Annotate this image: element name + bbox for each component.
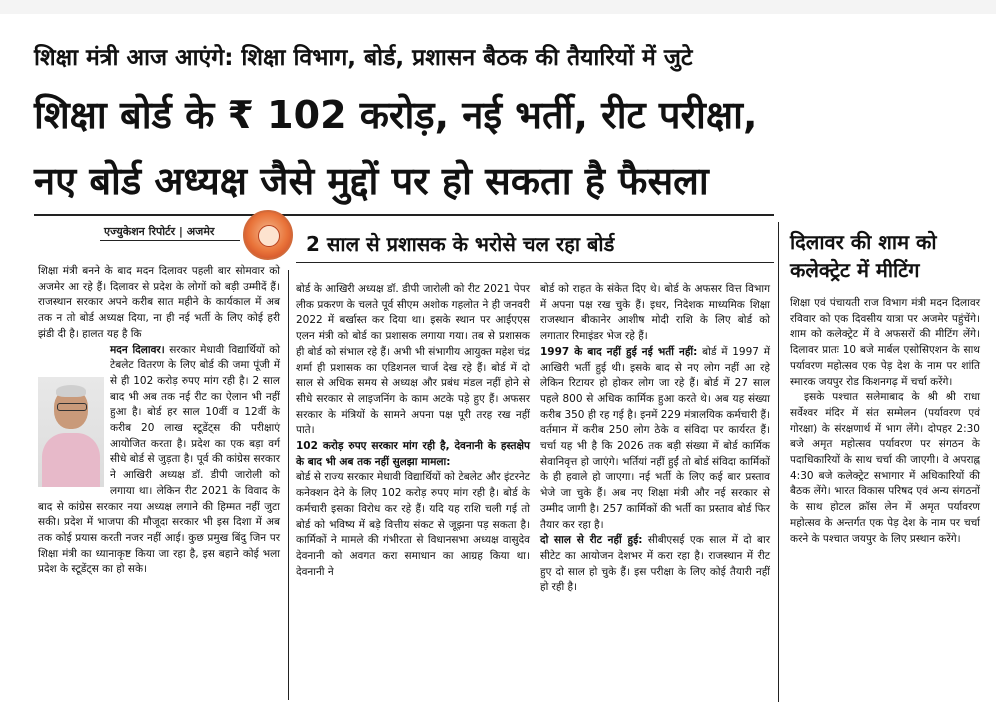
subhead-rule: [296, 262, 774, 263]
col1-body: सरकार मेधावी विद्यार्थियों को टेबलेट वितरण के लिए बोर्ड की जमा पूंजी में से ही 102 करोड़ रुपए मांग रही है। 2 साल बाद भी अब तक नई रीट का ऐलान भी नहीं हुआ है। बोर्ड हर साल 10वीं व 12वीं के करीब 20 लाख स्टूडेंट्स की परीक्षाएं आयोजित करता है। प्रदेश का एक बड़ा वर्ग सीधे बोर्ड से जुड़ता है। पूर्व की कांग्रेस सरकार ने आखिरी अध्यक्ष डॉ. डीपी जारोली को लगाया था। लेकिन रीट 2021 के विवाद के बाद से कांग्रेस सरकार नया अध्यक्ष लगाने की हिम्मत नहीं जुटा सकी। प्रदेश में भाजपा की मौजूदा सरकार भी इस दिशा में अब तक कोई प्रयास करती नजर नहीं आई। कुछ प्रमुख बिंदु जिन पर शिक्षा मंत्री का ध्यानाकृष्ट किया जा रहा है, इस बहाने कोई भला प्रदेश के स्टूडेंट्स का हो सके।: [38, 343, 280, 576]
article-column-1: [38, 264, 280, 578]
col3-section-heading-1: 1997 के बाद नहीं हुई नई भर्ती नहीं:: [540, 345, 698, 358]
top-strip: [0, 0, 996, 14]
main-headline-line-1: शिक्षा बोर्ड के ₹ 102 करोड़, नई भर्ती, रीट परीक्षा,: [34, 93, 758, 137]
article-column-2: [296, 282, 530, 580]
col2-section-heading: 102 करोड़ रुपए सरकार मांग रही है, देवनानी के हस्तक्षेप के बाद भी अब तक नहीं सुलझा मामला:: [296, 440, 530, 468]
byline-underline: [100, 240, 240, 241]
col2-para-1: बोर्ड के आखिरी अध्यक्ष डॉ. डीपी जारोली को रीट 2021 पेपर लीक प्रकरण के चलते पूर्व सीएम अशोक गहलोत ने ही जनवरी 2022 में बर्खास्त कर दिया था। इसके स्थान पर आईएएस एलन मंत्री को बोर्ड का प्रशासक लगाया गया। तब से प्रशासक ही बोर्ड को संभाल रहे हैं। अभी भी संभागीय आयुक्त महेश चंद्र शर्मा ही प्रशासक का एडिशनल चार्ज देख रहे हैं। बोर्ड में दो साल से अधिक समय से अध्यक्ष और प्रबंध मंडल नहीं होने से सीधे सरकार से लाइजनिंग के काम अटके पड़े हुए हैं। अफसर सरकार के मंत्रियों के सामने अपना पक्ष पूरी तरह रख नहीं पाते।: [296, 283, 530, 437]
kicker-headline: शिक्षा मंत्री आज आएंगे: शिक्षा विभाग, बोर्ड, प्रशासन बैठक की तैयारियों में जुटे: [34, 45, 693, 71]
side-headline: दिलावर की शाम को कलेक्ट्रेट में मीटिंग: [790, 230, 937, 282]
col3-para-2: बोर्ड में 1997 में आखिरी भर्ती हुई थी। इसके बाद से नए लोग नहीं आ रहे लेकिन रिटायर हो होकर लोग जा रहे हैं। बोर्ड में 27 साल पहले 800 से अधिक कार्मिक हुआ करते थे। अब यह संख्या करीब 350 ही रह गई है। इनमें 229 मंत्रालयिक कर्मचारी हैं। वर्तमान में करीब 250 लोग ठेके व संविदा पर कार्यरत हैं। चर्चा यह भी है कि 2026 तक बड़ी संख्या में बोर्ड कार्मिक सेवानिवृत्त हो जाएंगे। भर्तियां नहीं हुईं तो बोर्ड संविदा कार्मिकों के ही हवाले हो जाएगा। नई भर्ती के लिए कई बार प्रस्ताव भेजे जा चुके हैं। अब नए शिक्षा मंत्री और नई सरकार से उम्मीद जागी है। 257 कार्मिकों की भर्ती का प्रस्ताव बोर्ड फिर तैयार कर रहा है।: [540, 345, 770, 531]
sub-headline: 2 साल से प्रशासक के भरोसे चल रहा बोर्ड: [306, 232, 615, 256]
byline: एज्युकेशन रिपोर्टर | अजमेर: [104, 225, 215, 238]
article-column-3: [540, 282, 770, 596]
photo-caption: मदन दिलावर।: [110, 343, 165, 356]
col3-section-heading-2: दो साल से रीट नहीं हुई:: [540, 534, 643, 547]
headline-divider: [34, 214, 774, 216]
col3-para-1: बोर्ड को राहत के संकेत दिए थे। बोर्ड के अफसर वित्त विभाग में अपना पक्ष रख चुके हैं। इधर, निदेशक माध्यमिक शिक्षा राजस्थान बीकानेर आशीष मोदी राशि के लिए बोर्ड को लगातार रिमाइंडर भेज रहे हैं।: [540, 283, 770, 343]
minister-photo: [38, 377, 104, 487]
col3-para-3: सीबीएसई एक साल में दो बार सीटेट का आयोजन देशभर में करा रहा है। राजस्थान में रीट हुए दो साल हो चुके हैं। इस परीक्षा के लिए कोई तैयारी नहीं हो रही है।: [540, 534, 771, 594]
col1-intro: शिक्षा मंत्री बनने के बाद मदन दिलावर पहली बार सोमवार को अजमेर आ रहे हैं। दिलावर से प्रदेश के लोगों को बड़ी उम्मीदें हैं। राजस्थान सरकार अपने करीब सात महीने के कार्यकाल में अब तक न तो बोर्ड अध्यक्ष दिया, ना ही नई भर्ती के लिए कोई हरी झंडी दी है। हालत यह है कि: [38, 265, 280, 340]
side-column: [790, 296, 980, 547]
board-logo-icon: [243, 210, 293, 260]
side-para-2: इसके पश्चात सलेमाबाद के श्री श्री राधा सर्वेश्वर मंदिर में संत सम्मेलन (पर्यावरण एवं गोरक्षा) के संरक्षणार्थ में भाग लेंगे। दोपहर 2:30 बजे अमृत महोत्सव पर्यावरण पर संगठन के पदाधिकारियों के साथ चर्चा की जाएगी। वे अपराह्न 4:30 बजे कलेक्ट्रेट सभागार में अधिकारियों की बैठक लेंगे। भारत विकास परिषद एवं अन्य संगठनों के साथ होटल क्रॉस लेन में अमृत पर्यावरण महोत्सव के अन्तर्गत एक पेड़ देश के नाम पर चर्चा करने के पश्चात जयपुर के लिए प्रस्थान करेंगे।: [790, 391, 980, 545]
side-para-1: शिक्षा एवं पंचायती राज विभाग मंत्री मदन दिलावर रविवार को एक दिवसीय यात्रा पर अजमेर पहुंचेंगे। शाम को कलेक्ट्रेट में वे अफसरों की मीटिंग लेंगे। दिलावर प्रातः 10 बजे मार्बल एसोसिएशन के साथ पर्यावरण महोत्सव एक पेड़ देश के नाम पर शांति स्मारक जयपुर रोड किशनगढ़ में चर्चा करेंगे।: [790, 297, 980, 388]
side-column-divider: [778, 222, 779, 702]
column-divider-1: [288, 270, 289, 700]
col2-para-2: बोर्ड से राज्य सरकार मेधावी विद्यार्थियों को टेबलेट और इंटरनेट कनेक्शन देने के लिए 102 करोड़ रुपए मांग रही है। बोर्ड के कर्मचारी इसका विरोध कर रहे हैं। यदि यह राशि चली गई तो बोर्ड को भविष्य में बड़े वित्तीय संकट से जूझना पड़ सकता है। कार्मिकों ने मामले की गंभीरता से विधानसभा अध्यक्ष वासुदेव देवनानी को अवगत करा समाधान का आग्रह किया था। देवनानी ने: [296, 471, 530, 578]
main-headline-line-2: नए बोर्ड अध्यक्ष जैसे मुद्दों पर हो सकता है फैसला: [34, 159, 709, 203]
